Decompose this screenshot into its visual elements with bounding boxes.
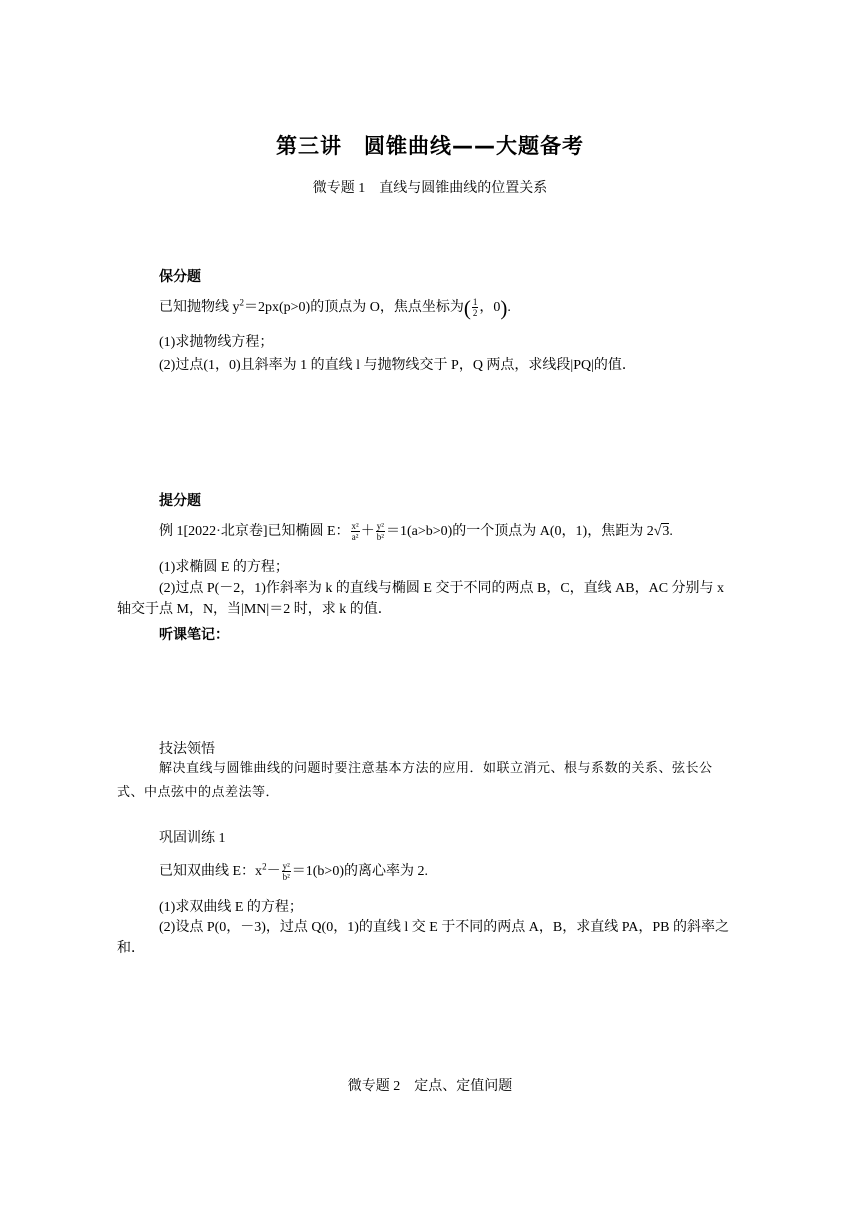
advanced-problem-label: 提分题 — [159, 493, 201, 509]
y-over-b-fraction: $\frac{\text{y²}}{\text{b²}}$ — [282, 861, 290, 883]
page-title: 第三讲 圆锥曲线——大题备考 — [276, 134, 584, 158]
subtopic-1-title: 微专题 1 直线与圆锥曲线的位置关系 — [312, 181, 548, 196]
example-question-1: (1)求椭圆 E 的方程； — [159, 560, 289, 575]
y-over-b-fraction: $\frac{\text{y²}}{\text{b²}}$ — [376, 521, 384, 543]
example-1-stem: 例 1[2022·北京卷]已知椭圆 E： $\frac{\text{x²}}{\text{a²}}$ ＋ $\frac{\text{y²}}{\text{b²}}$ ＝1(a>b>0)的一个顶点为 A(0，1)，焦距为 2√3. — [159, 521, 673, 543]
practice-label: 巩固训练 1 — [159, 831, 226, 846]
focus-fraction: $\frac{1}{2}$ — [472, 297, 478, 319]
basic-question-2: (2)过点(1，0)且斜率为 1 的直线 l 与抛物线交于 P，Q 两点，求线段|PQ|的值． — [159, 358, 636, 373]
basic-problem-stem: 已知抛物线 $y^2=2px(p>0)$的顶点为 O，焦点坐标为( $\frac{1}{2}$ ，0). — [159, 295, 511, 320]
right-paren: ) — [500, 295, 508, 320]
technique-label: 技法领悟 — [159, 742, 215, 757]
sqrt-symbol: √ — [653, 524, 662, 539]
practice-question-1: (1)求双曲线 E 的方程； — [159, 900, 303, 915]
lecture-notes-label: 听课笔记： — [159, 627, 229, 643]
basic-question-1: (1)求抛物线方程； — [159, 335, 274, 350]
technique-text: 解决直线与圆锥曲线的问题时要注意基本方法的应用．如联立消元、根与系数的关系、弦长公式、中点弦中的点差法等． — [117, 761, 713, 800]
basic-problem-label: 保分题 — [159, 269, 201, 285]
left-paren: ( — [463, 295, 471, 320]
practice-question-2: (2)设点 P(0，－3)，过点 Q(0，1)的直线 l 交 E 于不同的两点 A，B，求直线 PA，PB 的斜率之和． — [117, 920, 729, 956]
example-question-2: (2)过点 P(－2，1)作斜率为 k 的直线与椭圆 E 交于不同的两点 B，C，直线 AB，AC 分别与 x 轴交于点 M，N，当|MN|＝2 时，求 k 的值． — [117, 581, 725, 617]
subtopic-2-title: 微专题 2 定点、定值问题 — [347, 1079, 513, 1094]
practice-stem: 已知双曲线 E：$x^2-$ $\frac{\text{y²}}{\text{b²}}$ ＝1(b>0)的离心率为 2. — [159, 861, 428, 883]
x-over-a-fraction: $\frac{\text{x²}}{\text{a²}}$ — [351, 521, 359, 543]
